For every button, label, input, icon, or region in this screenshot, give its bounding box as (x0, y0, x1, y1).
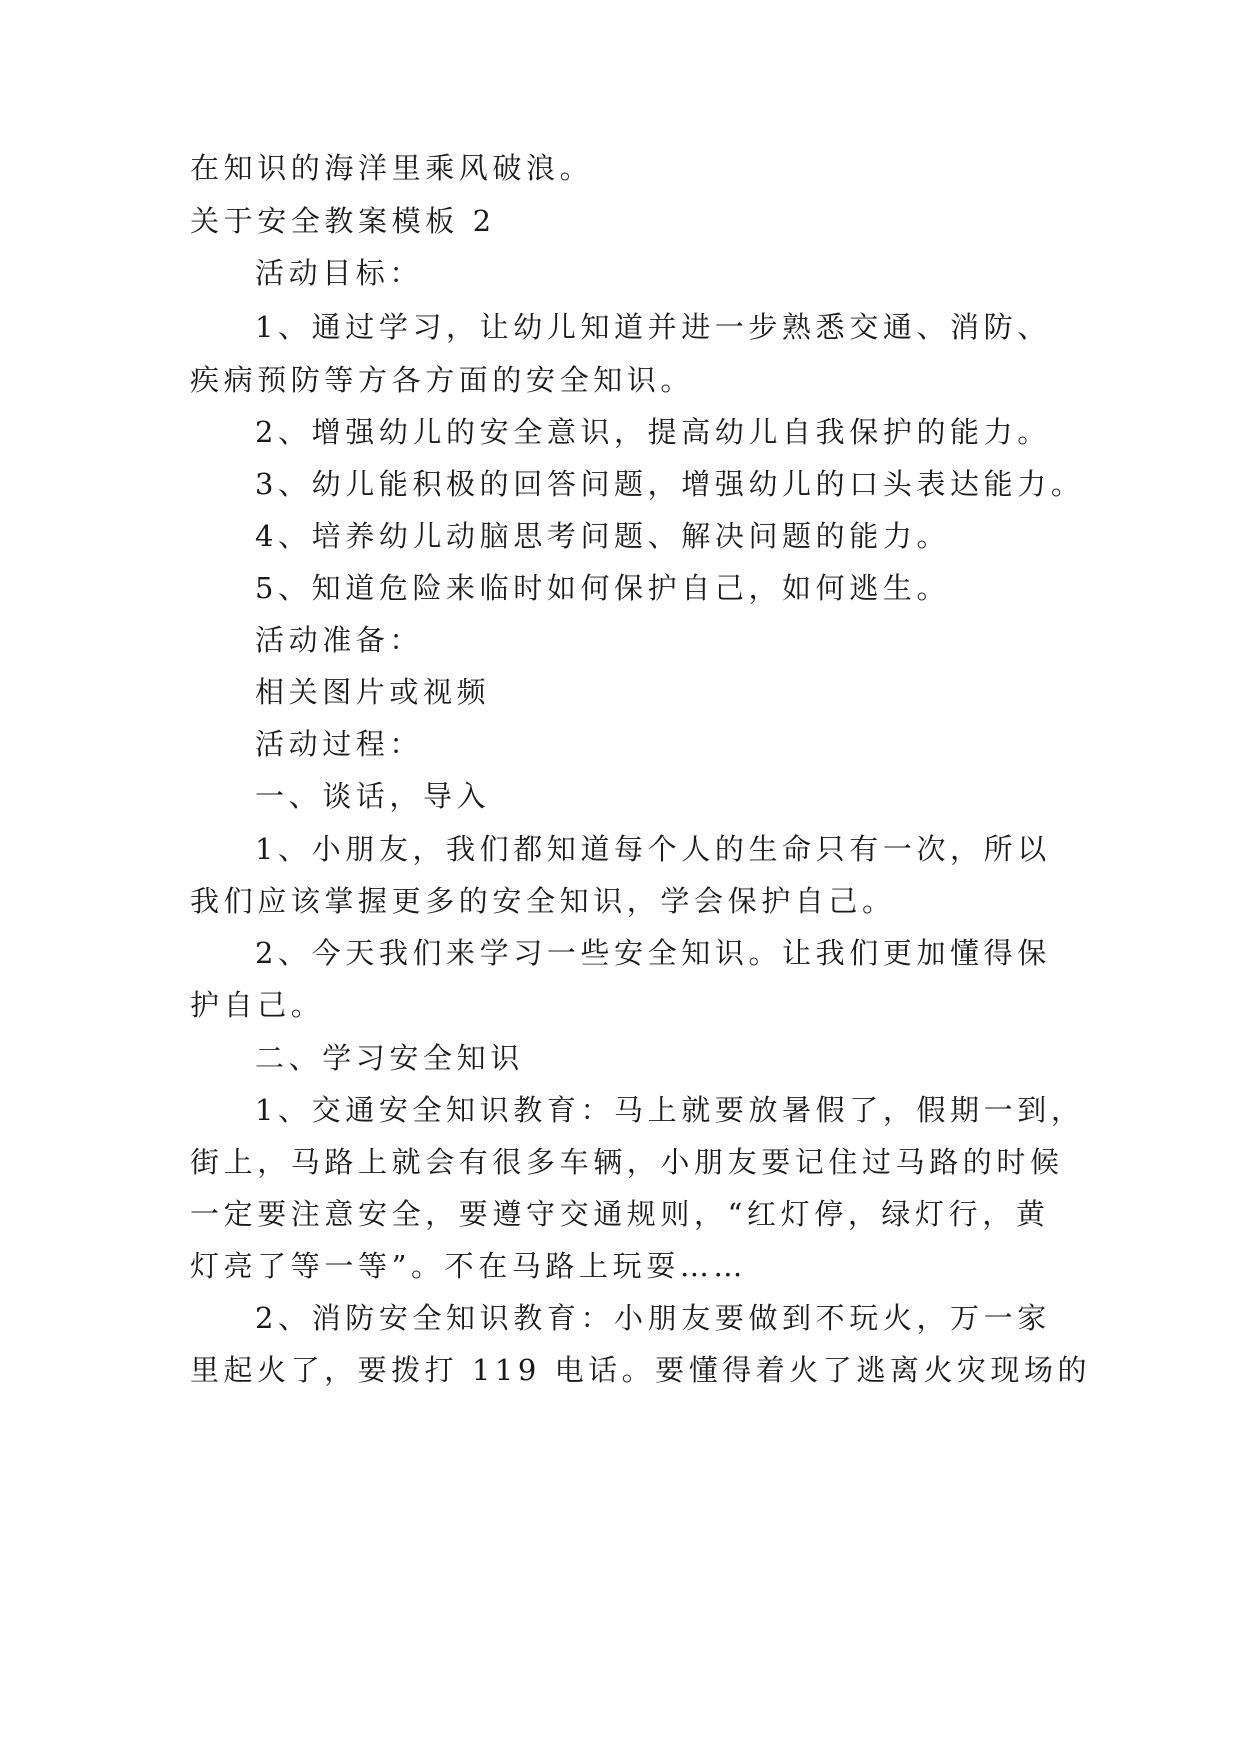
text-line: 一定要注意安全，要遵守交通规则，“红灯停，绿灯行，黄 (190, 1197, 1050, 1231)
text-line: 二、学习安全知识 (255, 1041, 524, 1075)
text-line: 活动过程： (255, 727, 424, 761)
text-line: 相关图片或视频 (255, 675, 491, 709)
text-line: 护自己。 (190, 988, 325, 1022)
text-line: 在知识的海洋里乘风破浪。 (190, 151, 594, 185)
text-line: 2、消防安全知识教育：小朋友要做到不玩火，万一家 (255, 1301, 1051, 1335)
text-line: 3、幼儿能积极的回答问题，增强幼儿的口头表达能力。 (255, 467, 1085, 501)
text-line: 活动目标： (255, 256, 424, 290)
section-heading: 关于安全教案模板 2 (190, 204, 496, 238)
text-line: 我们应该掌握更多的安全知识，学会保护自己。 (190, 884, 896, 918)
text-line: 疾病预防等方各方面的安全知识。 (190, 363, 695, 397)
text-line: 2、增强幼儿的安全意识，提高幼儿自我保护的能力。 (255, 415, 1051, 449)
text-line: 4、培养幼儿动脑思考问题、解决问题的能力。 (255, 519, 951, 553)
text-line: 活动准备： (255, 623, 424, 657)
text-line: 1、通过学习，让幼儿知道并进一步熟悉交通、消防、 (255, 310, 1051, 344)
text-line: 1、小朋友，我们都知道每个人的生命只有一次，所以 (255, 832, 1051, 866)
text-line: 街上，马路上就会有很多车辆，小朋友要记住过马路的时候 (190, 1145, 1064, 1179)
text-line: 2、今天我们来学习一些安全知识。让我们更加懂得保 (255, 936, 1051, 970)
text-line: 5、知道危险来临时如何保护自己，如何逃生。 (255, 571, 951, 605)
text-line: 1、交通安全知识教育：马上就要放暑假了，假期一到， (255, 1093, 1085, 1127)
text-line: 里起火了，要拨打 119 电话。要懂得着火了逃离火灾现场的 (190, 1353, 1091, 1387)
text-line: 灯亮了等一等”。不在马路上玩耍…… (190, 1249, 748, 1283)
text-line: 一、谈话，导入 (255, 779, 491, 813)
